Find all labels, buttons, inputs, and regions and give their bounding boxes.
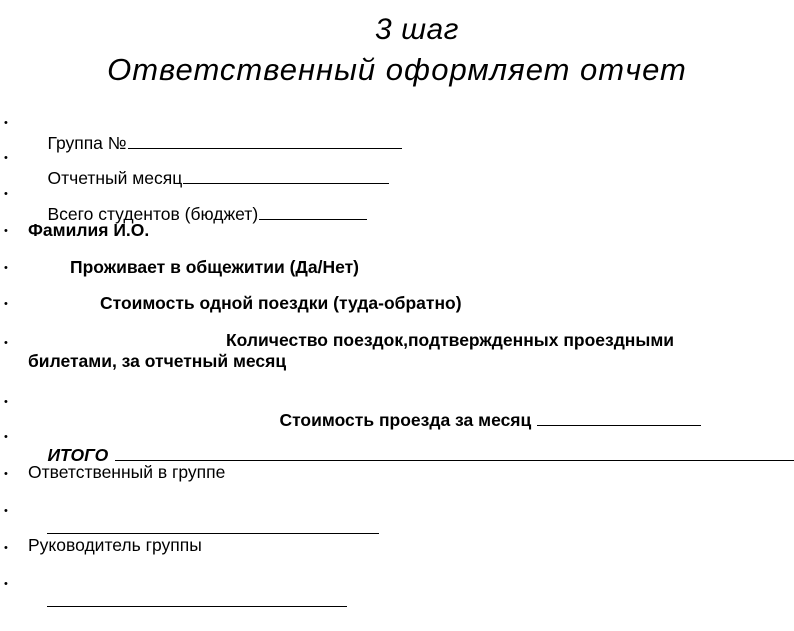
bullet: •: [4, 225, 8, 237]
field-responsible: Ответственный в группе: [28, 462, 226, 482]
field-supervisor-signature: [28, 571, 347, 631]
step-title: 3 шаг: [375, 13, 459, 46]
field-fio: Фамилия И.О.: [28, 220, 150, 240]
field-monthly-cost-label: Стоимость проезда за месяц: [279, 410, 532, 430]
bullet: •: [4, 188, 8, 200]
group-blank-line[interactable]: [128, 133, 402, 149]
bullet: •: [4, 337, 8, 349]
field-trips-line2: билетами, за отчетный месяц: [28, 351, 287, 371]
field-supervisor: Руководитель группы: [28, 535, 202, 555]
monthly-cost-blank-line[interactable]: [537, 410, 701, 426]
field-trips-line1: Количество поездок,подтвержденных проездными: [226, 330, 675, 350]
field-dorm: Проживает в общежитии (Да/Нет): [70, 257, 360, 277]
bullet: •: [4, 505, 8, 517]
bullet: •: [4, 262, 8, 274]
field-group-label: Группа №: [47, 133, 127, 153]
bullet: •: [4, 578, 8, 590]
total-blank-line[interactable]: [115, 445, 794, 461]
responsible-blank-line[interactable]: [47, 518, 379, 534]
students-blank-line[interactable]: [259, 204, 367, 220]
supervisor-blank-line[interactable]: [47, 591, 347, 607]
field-trip-cost: Стоимость одной поездки (туда-обратно): [100, 293, 462, 313]
field-total-label: ИТОГО: [47, 445, 109, 465]
page-title: Ответственный оформляет отчет: [107, 52, 687, 87]
bullet: •: [4, 468, 8, 480]
bullet: •: [4, 542, 8, 554]
field-students-label: Всего студентов (бюджет): [47, 204, 259, 224]
bullet: •: [4, 396, 8, 408]
bullet: •: [4, 431, 8, 443]
bullet: •: [4, 152, 8, 164]
bullet: •: [4, 298, 8, 310]
month-blank-line[interactable]: [183, 168, 389, 184]
field-month-label: Отчетный месяц: [47, 168, 183, 188]
bullet: •: [4, 117, 8, 129]
